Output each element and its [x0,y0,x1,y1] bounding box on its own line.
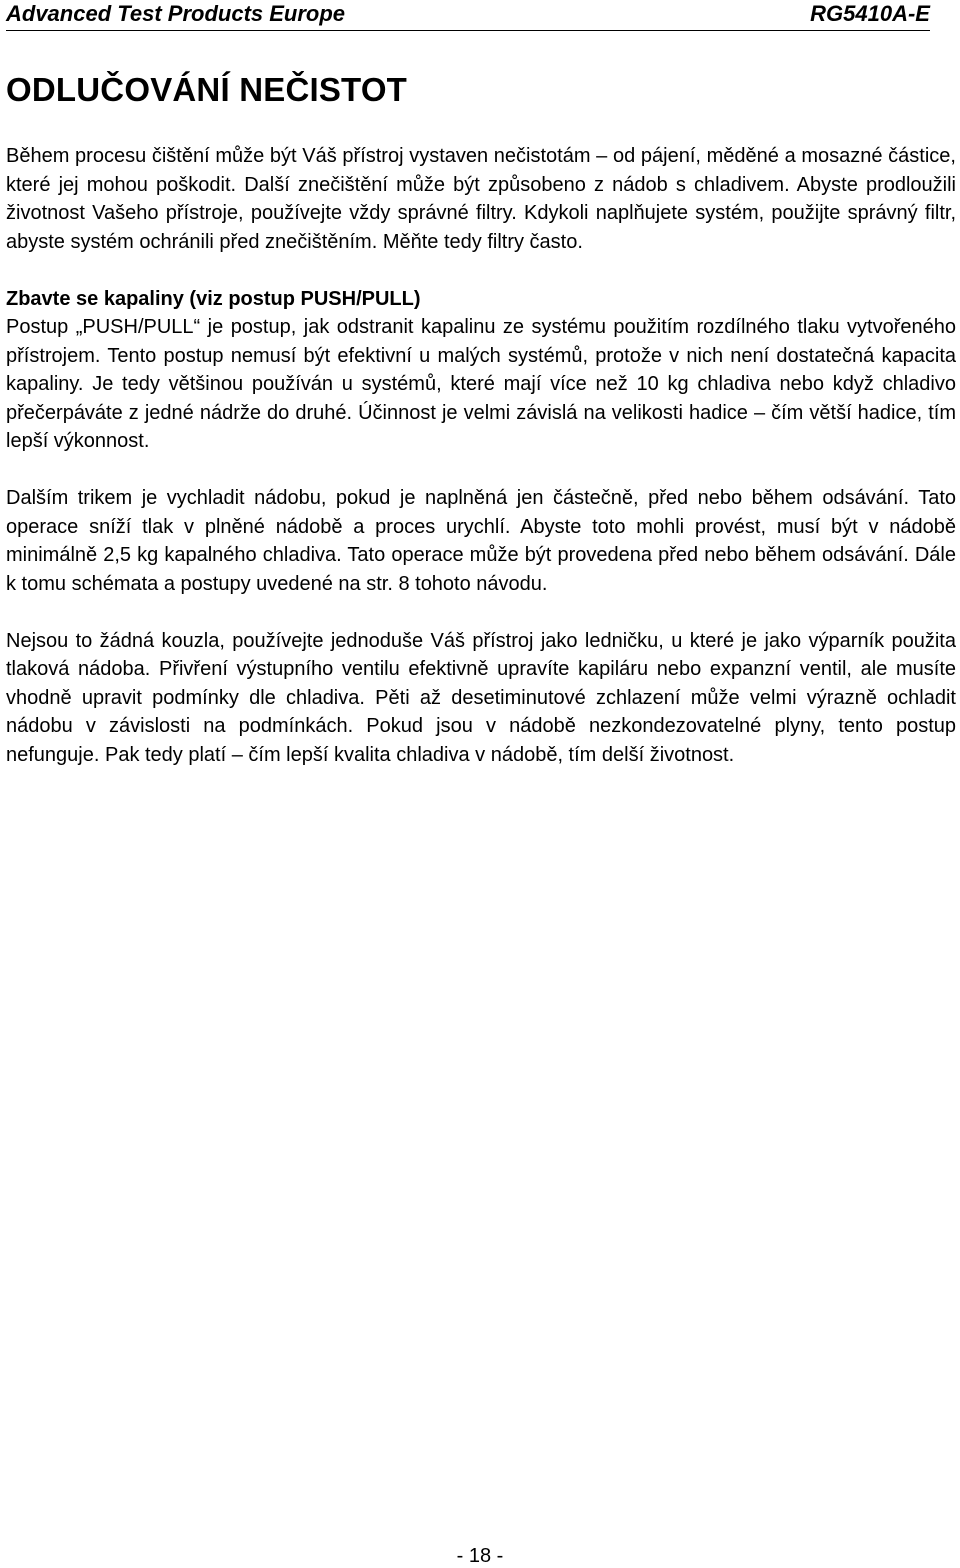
trick-paragraph: Dalším trikem je vychladit nádobu, pokud je naplněná jen částečně, před nebo během odsávání. Tato operace sníží tlak v plněné nádobě a proces urychlí. Abyste toto mohli provést, musí být v nádobě minimálně 2,5 kg kapalného chladiva. Tato operace může být provedena před nebo během odsávání. Dále k tomu schémata a postupy uvedené na str. 8 tohoto návodu. [6,487,956,595]
page-number: - 18 - [456,1545,504,1567]
push-pull-heading: Zbavte se kapaliny (viz postup PUSH/PULL) [6,287,421,310]
header-model-number: RG5410A-E [810,1,930,26]
header-company-name: Advanced Test Products Europe [6,1,346,26]
intro-paragraph: Během procesu čištění může být Váš přístroj vystaven nečistotám – od pájení, měděné a mosazné částice, které jej mohou poškodit. Další znečištění může být způsobeno z nádob s chladivem. Abyste prodloužili životnost Vašeho přístroje, používejte vždy správné filtry. Kdykoli naplňujete systém, použijte správný filtr, abyste systém ochránili před znečištěním. Měňte tedy filtry často. [6,145,956,253]
page-title: ODLUČOVÁNÍ NEČISTOT [6,71,408,108]
magic-paragraph: Nejsou to žádná kouzla, používejte jednoduše Váš přístroj jako ledničku, u které je jako výparník použita tlaková nádoba. Přivření výstupního ventilu efektivně upravíte kapiláru nebo expanzní ventil, ale musíte vhodně upravit podmínky dle chladiva. Pěti až desetiminutové zchlazení může velmi výrazně ochladit nádobu v závislosti na podmínkách. Pokud jsou v nádobě nezkondezovatelné plyny, tento postup nefunguje. Pak tedy platí – čím lepší kvalita chladiva v nádobě, tím delší životnost. [6,629,956,766]
push-pull-paragraph: Postup „PUSH/PULL“ je postup, jak odstranit kapalinu ze systému použitím rozdílného tlaku vytvořeného přístrojem. Tento postup nemusí být efektivní u malých systémů, protože v nich není dostatečná kapacita kapaliny. Je tedy většinou používán u systémů, které mají více než 10 kg chladiva nebo když chladivo přečerpáváte z jedné nádrže do druhé. Účinnost je velmi závislá na velikosti hadice – čím větší hadice, tím lepší výkonnost. [6,316,956,452]
document-body [6,142,956,769]
page-header [6,0,930,31]
push-pull-section [6,285,956,456]
